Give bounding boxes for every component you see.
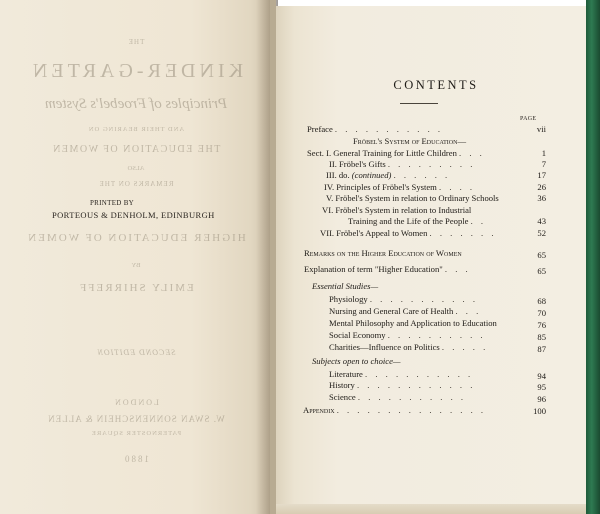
bleed-through-line: REMARKS ON THE: [98, 180, 174, 188]
toc-page: 76: [537, 320, 546, 330]
toc-page: 1: [541, 148, 546, 158]
toc-entry: Appendix . . . . . . . . . . . . . . .: [303, 405, 487, 415]
bleed-through-line: THE: [127, 38, 145, 46]
printer-imprint: [52, 197, 232, 221]
bleed-through-line: KINDER-GARTEN: [28, 60, 244, 82]
toc-page: 7: [541, 159, 546, 169]
toc-entry: IV. Principles of Fröbel's System . . . .: [324, 182, 476, 192]
toc-page: 17: [537, 170, 546, 180]
bleed-through-line: LONDON: [113, 398, 159, 407]
toc-entry: Literature . . . . . . . . . . .: [329, 369, 474, 379]
toc-entry: Mental Philosophy and Application to Education: [329, 318, 497, 328]
toc-entry: Explanation of term "Higher Education" . . .: [304, 264, 471, 274]
bleed-through-line: 1880: [123, 454, 149, 464]
green-cover-edge: [586, 0, 600, 514]
page-column-header: PAGE: [520, 116, 537, 122]
bleed-through-line: ALSO: [127, 165, 145, 172]
toc-section-heading: Fröbel's System of Education—: [353, 136, 467, 146]
toc-page: 87: [537, 344, 546, 354]
toc-entry: V. Fröbel's System in relation to Ordinary Schools: [326, 193, 499, 203]
bleed-through-line: AND THEIR BEARING ON: [87, 126, 185, 133]
left-page: [0, 0, 272, 514]
bleed-through-line: BY: [131, 262, 141, 269]
toc-entry: Charities—Influence on Politics . . . . .: [329, 342, 489, 352]
toc-entry: II. Fröbel's Gifts . . . . . . . . .: [329, 159, 476, 169]
toc-page: 52: [537, 228, 546, 238]
toc-page: 26: [537, 182, 546, 192]
bleed-through-line: HIGHER EDUCATION OF WOMEN: [26, 232, 246, 244]
toc-entry: VI. Fröbel's System in relation to Industrial: [322, 205, 472, 215]
toc-entry: History . . . . . . . . . . . .: [329, 380, 476, 390]
toc-subheading: Essential Studies—: [312, 281, 379, 291]
toc-entry: III. do. (continued) . . . . . .: [326, 170, 451, 180]
printer-name: PORTEOUS & DENHOLM, EDINBURGH: [52, 210, 215, 220]
toc-page: 65: [537, 266, 546, 276]
toc-entry: Remarks on the Higher Education of Women: [304, 248, 462, 258]
toc-page: 96: [537, 394, 546, 404]
toc-entry: Sect. I. General Training for Little Children . . .: [307, 148, 485, 158]
toc-page: 100: [533, 406, 546, 416]
toc-entry: VII. Fröbel's Appeal to Women . . . . . . .: [320, 228, 497, 238]
toc-page: 70: [537, 308, 546, 318]
toc-page: vii: [536, 124, 546, 134]
toc-entry: Science . . . . . . . . . . .: [329, 392, 467, 402]
bleed-through-line: THE EDUCATION OF WOMEN: [51, 144, 221, 155]
contents-title: CONTENTS: [393, 78, 479, 92]
toc-page: 85: [537, 332, 546, 342]
toc-subheading: Subjects open to choice—: [312, 356, 401, 366]
toc-page: 43: [537, 216, 546, 226]
bleed-through-line: Principles of Froebel's System: [44, 96, 228, 112]
toc-page: 36: [537, 193, 546, 203]
toc-page: 95: [537, 382, 546, 392]
toc-page: 68: [537, 296, 546, 306]
bleed-through-line: PATERNOSTER SQUARE: [90, 430, 182, 437]
toc-entry: Preface . . . . . . . . . . .: [307, 124, 444, 134]
bleed-through-line: W. SWAN SONNENSCHEIN & ALLEN: [47, 414, 225, 424]
toc-page: 94: [537, 371, 546, 381]
printed-by-label: PRINTED BY: [89, 199, 135, 207]
toc-entry: Social Economy . . . . . . . . . .: [329, 330, 486, 340]
bleed-through-line: EMILY SHIRREFF: [78, 282, 194, 294]
toc-entry: Nursing and General Care of Health . . .: [329, 306, 482, 316]
toc-page: 65: [537, 250, 546, 260]
bleed-through-line: SECOND EDITION: [96, 348, 176, 357]
title-rule: [400, 103, 438, 104]
toc-entry: Training and the Life of the People . .: [348, 216, 487, 226]
toc-entry: Physiology . . . . . . . . . . .: [329, 294, 478, 304]
